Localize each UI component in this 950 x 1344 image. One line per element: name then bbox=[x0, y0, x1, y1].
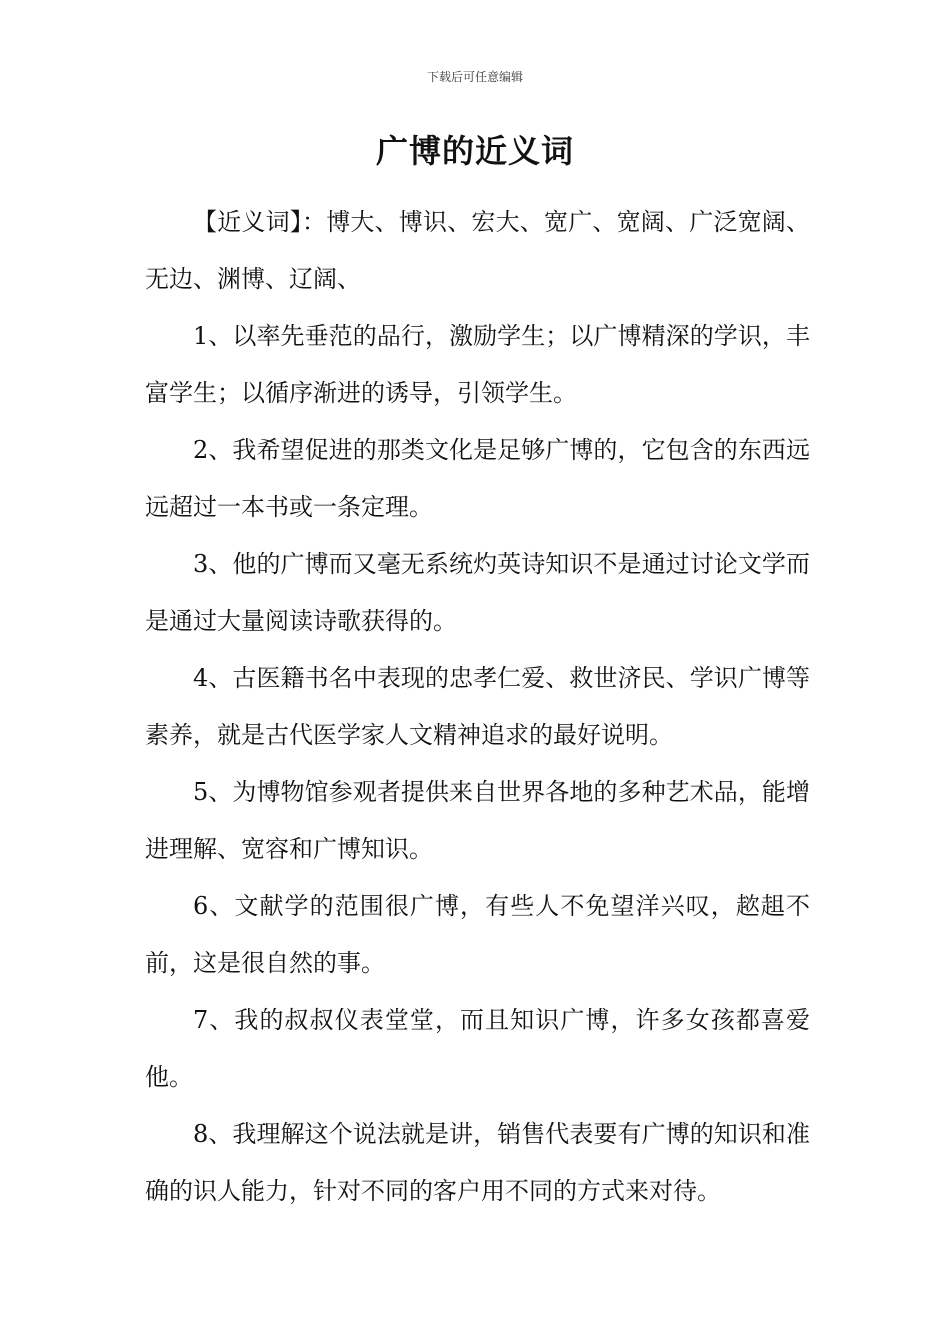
paragraph-example-4: 4、古医籍书名中表现的忠孝仁爱、救世济民、学识广博等素养，就是古代医学家人文精神追求的最好说明。 bbox=[145, 664, 810, 749]
paragraph-example-5: 5、为博物馆参观者提供来自世界各地的多种艺术品，能增进理解、宽容和广博知识。 bbox=[145, 778, 810, 863]
paragraph-example-6: 6、文献学的范围很广博，有些人不免望洋兴叹，趑趄不前，这是很自然的事。 bbox=[145, 892, 810, 977]
paragraph-example-1: 1、以率先垂范的品行，激励学生；以广博精深的学识，丰富学生；以循序渐进的诱导，引领学生。 bbox=[145, 322, 810, 407]
paragraph-example-7: 7、我的叔叔仪表堂堂，而且知识广博，许多女孩都喜爱他。 bbox=[145, 1006, 810, 1091]
paragraph-example-8: 8、我理解这个说法就是讲，销售代表要有广博的知识和准确的识人能力，针对不同的客户用不同的方式来对待。 bbox=[145, 1120, 810, 1205]
document-body bbox=[145, 194, 810, 1220]
paragraph-example-3: 3、他的广博而又毫无系统灼英诗知识不是通过讨论文学而是通过大量阅读诗歌获得的。 bbox=[145, 550, 810, 635]
header-note: 下载后可任意编辑 bbox=[426, 70, 523, 84]
document-title: 广博的近义词 bbox=[375, 132, 574, 170]
paragraph-synonyms: 【近义词】：博大、博识、宏大、宽广、宽阔、广泛宽阔、无边、渊博、辽阔、 bbox=[145, 208, 810, 293]
paragraph-example-2: 2、我希望促进的那类文化是足够广博的，它包含的东西远远超过一本书或一条定理。 bbox=[145, 436, 810, 521]
